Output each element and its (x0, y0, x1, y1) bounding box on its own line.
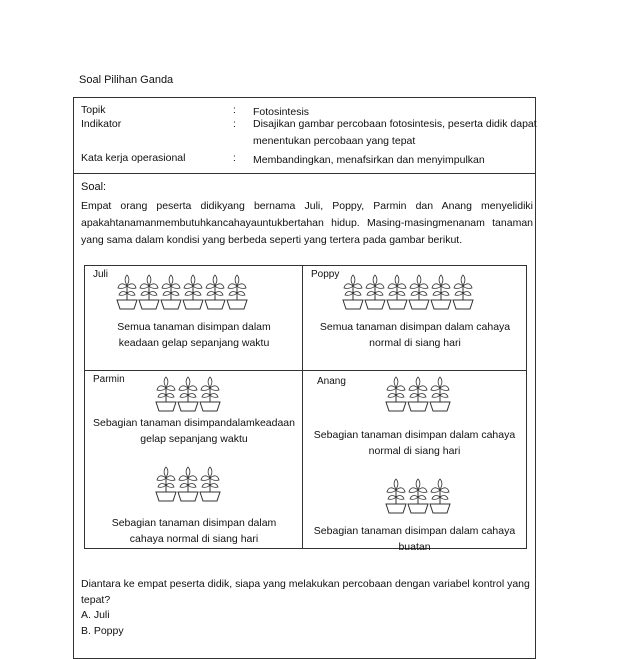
potted-plant-icon (430, 479, 450, 513)
potted-plant-icon (431, 275, 451, 309)
header-section (74, 98, 535, 174)
option-b: B. Poppy (81, 625, 124, 637)
parmin-caption-1: Sebagian tanaman disimpandalamkeadaan gelap sepanjang waktu (93, 417, 295, 445)
document-title: Soal Pilihan Ganda (79, 74, 174, 86)
potted-plant-icon (387, 275, 407, 309)
potted-plant-icon (453, 275, 473, 309)
anang-plants-artificial (384, 476, 454, 516)
kata-kerja-value: Membandingkan, menafsirkan dan menyimpulkan (253, 154, 485, 166)
poppy-caption: Semua tanaman disimpan dalam cahaya normal di siang hari (319, 321, 511, 349)
potted-plant-icon (183, 275, 203, 309)
experiment-grid (84, 265, 527, 553)
potted-plant-icon (200, 377, 220, 411)
potted-plant-icon (430, 377, 450, 411)
anang-caption-1: Sebagian tanaman disimpan dalam cahaya normal di siang hari (313, 429, 516, 457)
potted-plant-icon (139, 275, 159, 309)
anang-plants-normal (384, 374, 454, 414)
potted-plant-icon (408, 479, 428, 513)
potted-plant-icon (409, 275, 429, 309)
soal-label: Soal: (81, 181, 107, 193)
juli-plants-illustration (115, 272, 265, 312)
indikator-label: Indikator (81, 118, 122, 130)
parmin-plants-light (154, 464, 224, 504)
poppy-label: Poppy (311, 269, 340, 280)
kata-kerja-label: Kata kerja operasional (81, 152, 186, 164)
parmin-plants-dark (154, 374, 224, 414)
parmin-label: Parmin (93, 374, 125, 385)
divider (302, 266, 303, 548)
colon: : (233, 152, 236, 164)
potted-plant-icon (227, 275, 247, 309)
potted-plant-icon (386, 377, 406, 411)
poppy-plants-illustration (341, 272, 491, 312)
question-text: Diantara ke empat peserta didik, siapa yang melakukan percobaan dengan variabel kontrol yang tepat? (81, 578, 530, 606)
potted-plant-icon (178, 467, 198, 501)
topik-value: Fotosintesis (253, 106, 310, 118)
divider (85, 370, 526, 371)
juli-caption: Semua tanaman disimpan dalam keadaan gelap sepanjang waktu (117, 321, 271, 349)
potted-plant-icon (200, 467, 220, 501)
colon: : (233, 104, 236, 116)
anang-label: Anang (317, 376, 346, 387)
juli-label: Juli (93, 269, 109, 280)
potted-plant-icon (365, 275, 385, 309)
potted-plant-icon (178, 377, 198, 411)
potted-plant-icon (408, 377, 428, 411)
question-table (73, 97, 536, 659)
potted-plant-icon (156, 377, 176, 411)
potted-plant-icon (117, 275, 137, 309)
colon: : (233, 118, 236, 130)
potted-plant-icon (205, 275, 225, 309)
potted-plant-icon (156, 467, 176, 501)
potted-plant-icon (161, 275, 181, 309)
potted-plant-icon (386, 479, 406, 513)
potted-plant-icon (343, 275, 363, 309)
question-paragraph: Empat orang peserta didikyang bernama Juli, Poppy, Parmin dan Anang menyelidiki apakahtanamanmembutuhkancahayauntukbertahan hidup. Masing-masingmenanam tanaman yang sama dalam kondisi yang berbeda seperti yang tertera pada gambar berikut. (81, 200, 533, 246)
parmin-caption-2: Sebagian tanaman disimpan dalam cahaya normal di siang hari (111, 517, 277, 545)
topik-label: Topik (81, 104, 106, 116)
indikator-value: Disajikan gambar percobaan fotosintesis, peserta didik dapat menentukan percobaan yang tepat (253, 118, 537, 147)
option-a: A. Juli (81, 609, 110, 621)
anang-caption-2: Sebagian tanaman disimpan dalam cahaya buatan (313, 525, 516, 553)
